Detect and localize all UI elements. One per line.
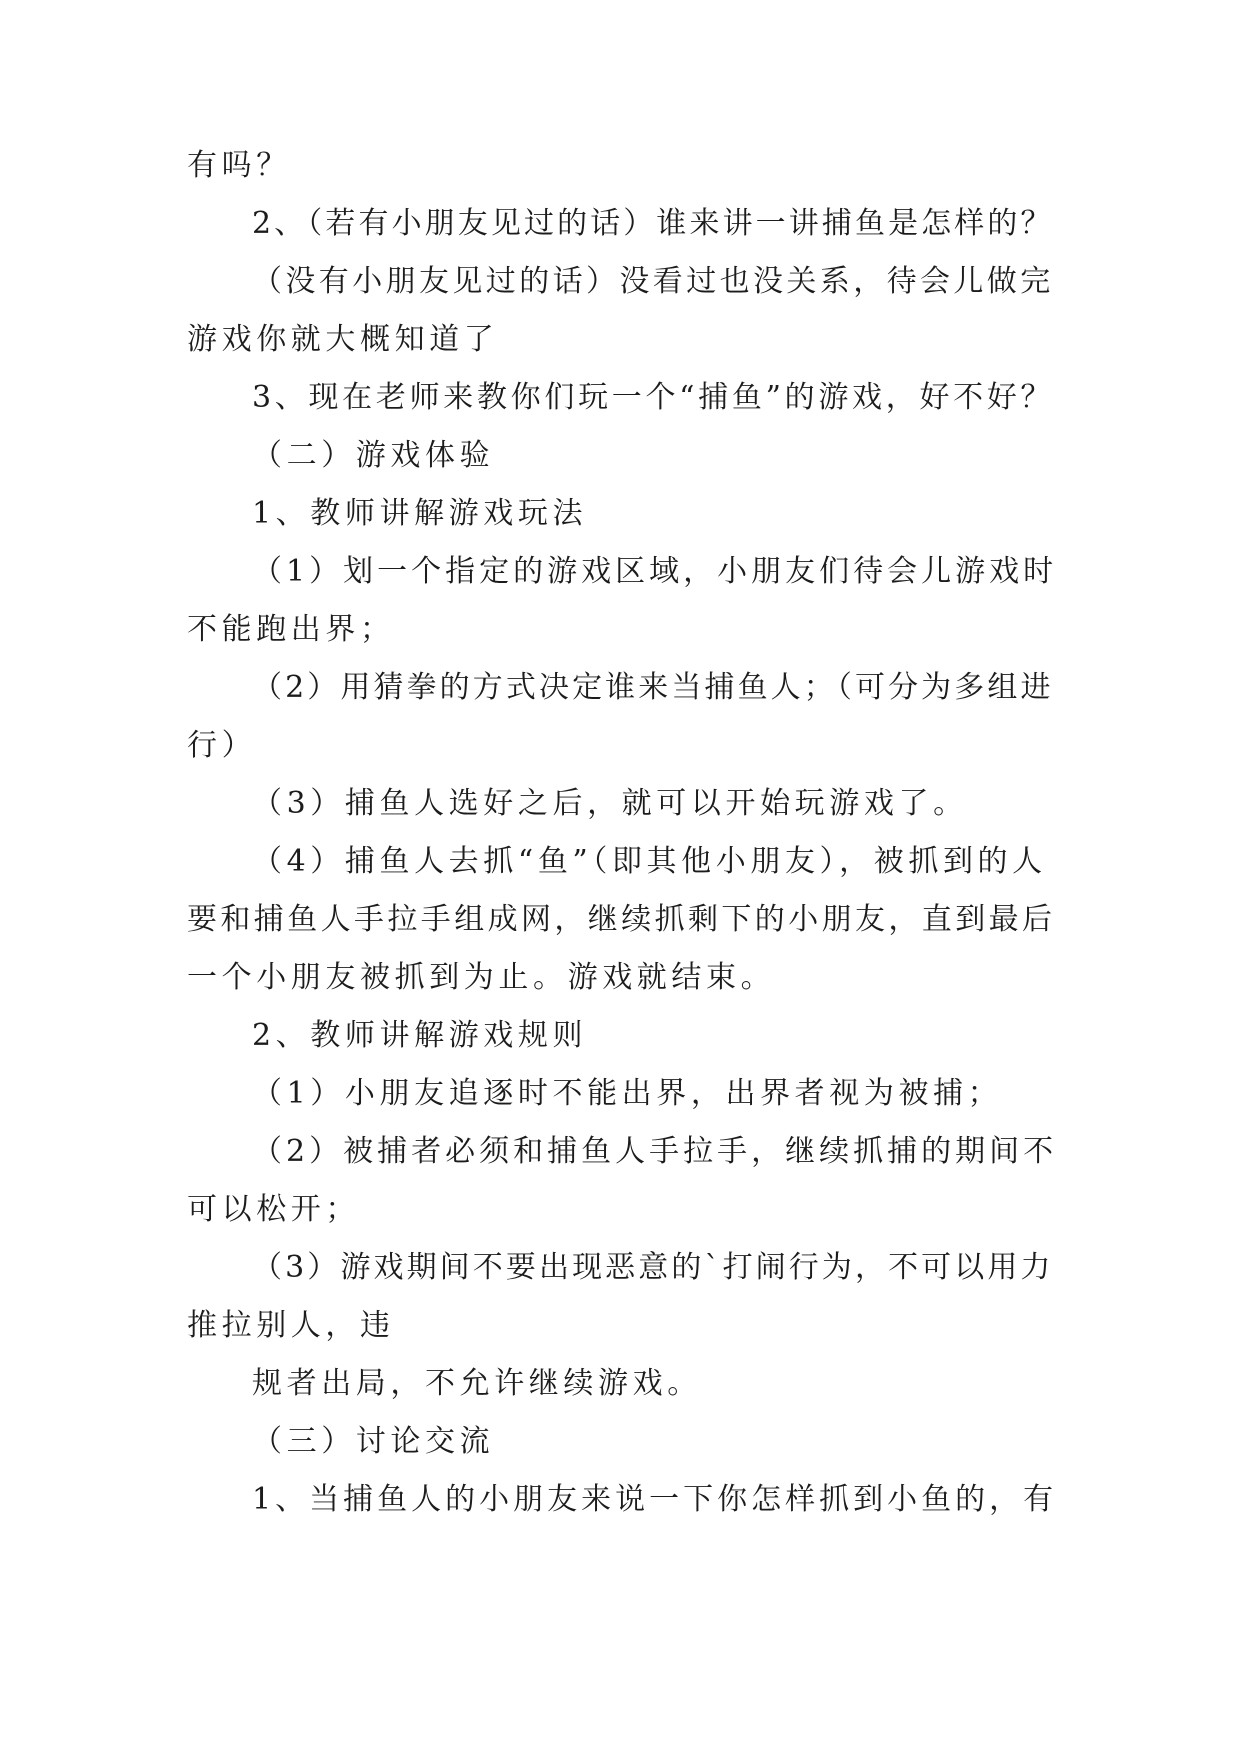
text-line-9: 不能跑出界； [187, 612, 395, 647]
text-line-18: （2）被捕者必须和捕鱼人手拉手，继续抓捕的期间不 [252, 1134, 1058, 1169]
text-line-20: （3）游戏期间不要出现恶意的`打闹行为，不可以用力 [252, 1250, 1054, 1285]
text-line-1: 有吗？ [187, 148, 291, 183]
text-line-3: （没有小朋友见过的话）没看过也没关系，待会儿做完 [252, 264, 1054, 299]
text-line-4: 游戏你就大概知道了 [187, 322, 499, 357]
text-line-17: （1）小朋友追逐时不能出界，出界者视为被捕； [252, 1076, 1003, 1111]
text-line-6: （二）游戏体验 [252, 438, 495, 473]
text-line-5: 3、现在老师来教你们玩一个“捕鱼”的游戏，好不好？ [252, 380, 1055, 415]
text-line-19: 可以松开； [187, 1192, 360, 1227]
text-line-10: （2）用猜拳的方式决定谁来当捕鱼人；（可分为多组进 [252, 670, 1054, 705]
text-line-12: （3）捕鱼人选好之后，就可以开始玩游戏了。 [252, 786, 968, 821]
text-line-8: （1）划一个指定的游戏区域，小朋友们待会儿游戏时 [252, 554, 1058, 589]
text-line-21: 推拉别人，违 [187, 1308, 395, 1343]
text-line-24: 1、当捕鱼人的小朋友来说一下你怎样抓到小鱼的，有 [252, 1482, 1058, 1517]
text-line-7: 1、教师讲解游戏玩法 [252, 496, 588, 531]
text-line-14: 要和捕鱼人手拉手组成网，继续抓剩下的小朋友，直到最后 [187, 902, 1056, 937]
text-line-23: （三）讨论交流 [252, 1424, 495, 1459]
text-line-16: 2、教师讲解游戏规则 [252, 1018, 588, 1053]
text-line-2: 2、（若有小朋友见过的话）谁来讲一讲捕鱼是怎样的？ [252, 206, 1054, 241]
text-line-11: 行） [187, 728, 257, 763]
text-line-22: 规者出局，不允许继续游戏。 [252, 1366, 702, 1401]
text-line-13: （4）捕鱼人去抓“鱼”（即其他小朋友），被抓到的人 [252, 844, 1047, 879]
text-line-15: 一个小朋友被抓到为止。游戏就结束。 [187, 960, 776, 995]
